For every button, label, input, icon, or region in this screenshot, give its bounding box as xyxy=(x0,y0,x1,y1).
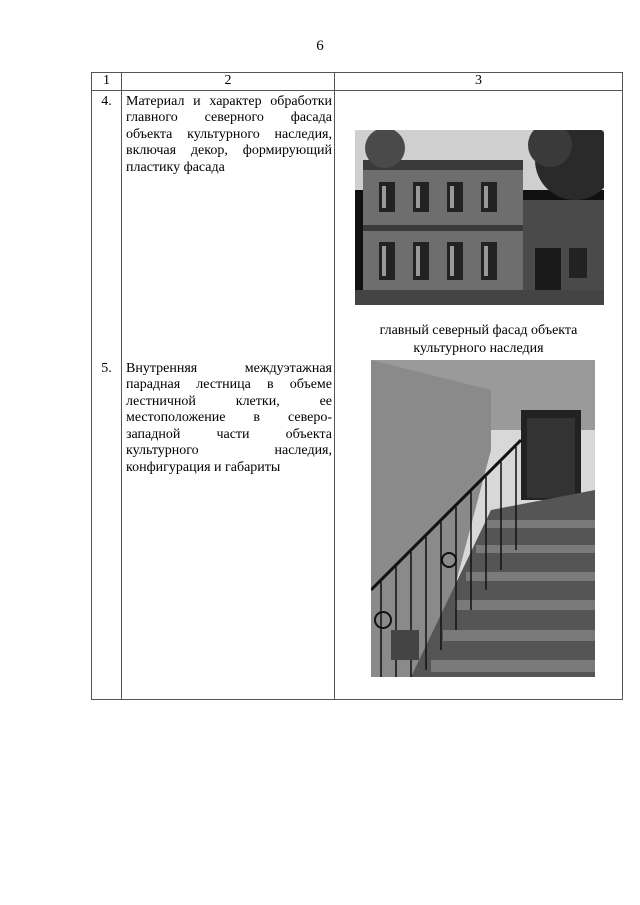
column-header-2: 2 xyxy=(122,73,335,91)
table-header-row xyxy=(92,73,623,91)
photo-cell xyxy=(335,358,623,700)
row-number: 4. xyxy=(92,90,122,358)
caption-line-2: культурного наследия xyxy=(413,340,544,356)
row-number: 5. xyxy=(92,358,122,700)
caption-line-1: главный северный фасад объекта xyxy=(379,322,578,338)
facade-photo xyxy=(355,130,604,305)
table-row xyxy=(92,90,623,358)
staircase-photo xyxy=(371,360,595,677)
photo-cell xyxy=(335,90,623,358)
photo-caption xyxy=(335,322,622,358)
column-header-1: 1 xyxy=(92,73,122,91)
monument-elements-table xyxy=(91,72,623,700)
row-description: Материал и характер обработки главного северного фасада объекта культурного наследия, включая декор, формирующий пластику фасада xyxy=(122,90,335,358)
table-row xyxy=(92,358,623,700)
page-number: 6 xyxy=(316,38,324,54)
column-header-3: 3 xyxy=(335,73,623,91)
row-description: Внутренняя междуэтажная парадная лестница в объеме лестничной клетки, ее местоположение в северо-западной части объекта культурного наследия, конфигурация и габариты xyxy=(122,358,335,700)
